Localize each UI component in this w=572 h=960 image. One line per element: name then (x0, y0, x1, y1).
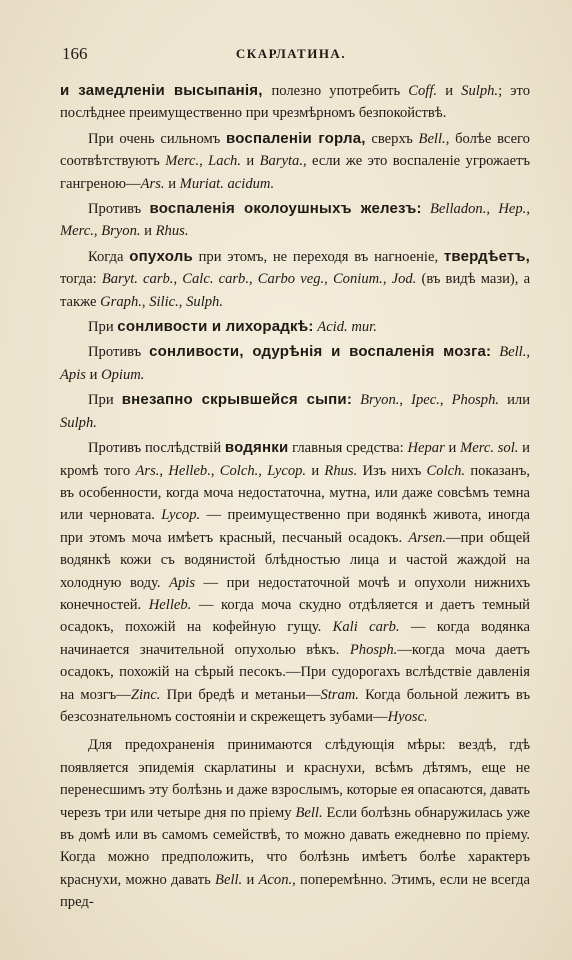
remedy-name: Hyosc. (387, 708, 428, 725)
text-run: , (258, 462, 268, 479)
bold-term: опухоль (129, 247, 193, 265)
remedy-name: Coff. (408, 83, 438, 99)
text-run: Когда (88, 248, 130, 265)
text-run (422, 201, 430, 217)
text-run: или (499, 392, 531, 409)
remedy-name: Helleb. (148, 596, 192, 613)
text-run: показанъ, въ особенности, когда моча недостаточна, мутна, или даже совсѣмъ темна или черновата. (60, 462, 531, 524)
remedy-name: Graph. (100, 293, 142, 310)
text-run: , если же это воспаленіе угрожаетъ гангреною— (60, 153, 531, 192)
remedy-name: Calc. carb. (182, 271, 249, 288)
text-run (491, 344, 499, 360)
remedy-name: Acid. mur. (317, 319, 377, 336)
text-run: , (93, 223, 102, 240)
remedy-name: Phosph. (349, 641, 398, 658)
remedy-name: Bryon. (101, 223, 141, 240)
paragraph-suppressed-rash (60, 389, 530, 434)
remedy-name: Rhus. (155, 223, 189, 240)
text-run: , поперемѣнно. Этимъ, если не всегда пред- (60, 871, 530, 911)
remedy-name: Bryon. (360, 392, 400, 409)
text-run: ; это послѣднее преимущественно при чрезмѣрномъ безпокойствѣ. (60, 83, 531, 122)
text-run: , (159, 462, 169, 479)
text-run: Если болѣзнь обнаружилась уже въ домѣ или въ самомъ семействѣ, то можно давать ежедневно по пріему. Когда можно предположить, что болѣзнь имѣетъ болѣе характеръ краснухи, можно давать (60, 804, 530, 888)
remedy-name: Bell. (215, 871, 243, 888)
remedy-name: Colch. (426, 462, 466, 479)
text-run: при этомъ, не переходя въ нагноеніе, (192, 248, 444, 265)
bold-term: и замедленіи высыпанія, (60, 82, 272, 99)
text-run: При (88, 392, 122, 409)
text-run: , (178, 293, 187, 310)
remedy-name: Sulph. (186, 293, 223, 310)
text-run: Противъ послѣдствій (88, 440, 225, 457)
bold-term: водянки (224, 439, 289, 457)
body-text (60, 80, 530, 917)
remedy-name: Colch. (219, 462, 259, 479)
text-run: , (173, 271, 183, 288)
remedy-name: Rhus. (324, 462, 358, 479)
remedy-name: Bell. (418, 130, 446, 147)
remedy-name: Carbo veg. (257, 271, 325, 288)
text-run: (въ видѣ мази), а также (60, 271, 531, 310)
text-run: и (242, 871, 259, 888)
text-run: и (140, 223, 156, 240)
remedy-name: Apis (169, 574, 196, 591)
text-run: При очень сильномъ (88, 130, 227, 147)
text-run: , (486, 201, 499, 218)
remedy-name: Merc. (60, 223, 94, 240)
paragraph-parotid-glands (60, 198, 530, 243)
text-run: , болѣе всего соотвѣтствуютъ (60, 130, 530, 170)
paragraph-drowsiness-fever (60, 316, 530, 338)
text-run: — когда моча скудно отдѣляется и даетъ темный осадокъ, похожій на кофейную гущу. (60, 596, 530, 636)
remedy-name: Apis (60, 366, 86, 383)
remedy-name: Kali carb. (332, 619, 400, 636)
remedy-name: Baryt. carb. (101, 271, 174, 288)
remedy-name: Zinc. (130, 686, 161, 703)
text-run: и (306, 462, 325, 479)
running-head (62, 44, 520, 66)
remedy-name: Ars. (140, 175, 165, 192)
text-run: и (164, 175, 180, 192)
text-run: , (382, 271, 392, 288)
running-title: СКАРЛАТИНА. (235, 46, 347, 61)
remedy-name: Helleb. (168, 462, 211, 479)
text-run: — когда водянка начинается значительной опухолью вѣкъ. (60, 619, 531, 658)
paragraph-prevention (60, 734, 530, 913)
remedy-name: Phosph. (451, 392, 500, 409)
paragraph-swelling-hardening (60, 246, 530, 313)
text-run: При бредѣ и метаньи— (160, 686, 321, 703)
remedy-name: Bell. (499, 344, 527, 361)
text-run: и (437, 83, 462, 99)
remedy-name: Opium. (101, 366, 145, 383)
text-run: , (199, 153, 209, 170)
remedy-name: Merc. sol. (460, 440, 519, 457)
remedy-name: Ars. (135, 462, 160, 479)
bold-term: сонливости и лихорадкѣ: (117, 318, 314, 336)
remedy-name: Sulph. (60, 414, 97, 431)
text-run: Изъ нихъ (357, 462, 427, 479)
text-run: Противъ (88, 201, 150, 218)
text-run: , (324, 271, 333, 288)
bold-term: воспаленія околоушныхъ железъ: (149, 200, 422, 218)
text-run: , (526, 344, 530, 361)
text-run: — преимущественно при водянкѣ живота, иногда при этомъ моча имѣетъ красный, песчаный осадокъ. (60, 507, 530, 546)
remedy-name: Bell. (295, 804, 323, 821)
text-run: и кромѣ того (60, 440, 530, 479)
text-run: тогда: (60, 271, 102, 288)
paragraph-brain-inflammation (60, 341, 530, 386)
remedy-name: Hep. (498, 201, 527, 218)
paragraph-dropsy (60, 437, 530, 728)
text-run: полезно употребить (271, 83, 409, 99)
bold-term: твердѣетъ, (443, 247, 530, 265)
text-run: , (399, 392, 412, 409)
text-run: При (88, 319, 118, 336)
remedy-name: Silic. (149, 293, 179, 310)
text-run: Когда больной лежитъ въ безсознательномъ состояніи и скрежещетъ зубами— (60, 686, 531, 725)
text-run: — при недостаточной мочѣ и опухоли нижнихъ конечностей. (60, 574, 531, 613)
text-run (352, 392, 360, 408)
text-run: и (241, 153, 260, 170)
remedy-name: Lycop. (267, 462, 307, 479)
remedy-name: Sulph. (461, 83, 499, 99)
remedy-name: Ipec. (411, 392, 440, 409)
remedy-name: Acon. (258, 871, 293, 888)
text-run: —когда моча даетъ осадокъ, похожій на сѣрый песокъ.—При судорогахъ вслѣдствіе давленія на мозгъ— (60, 641, 530, 703)
paragraph-rash-delay (60, 80, 530, 125)
text-run: , (141, 293, 150, 310)
text-run: , (439, 392, 452, 409)
remedy-name: Lycop. (161, 507, 201, 524)
text-run: , (210, 462, 220, 479)
remedy-name: Lach. (208, 153, 241, 170)
text-run: , (249, 271, 258, 288)
remedy-name: Merc. (165, 153, 200, 170)
remedy-name: Stram. (320, 686, 359, 703)
text-run: и (85, 366, 102, 383)
remedy-name: Jod. (391, 271, 417, 288)
text-run: —при общей водянкѣ кожи съ водянистой блѣдностью лица и частой жаждой на холодную воду. (60, 529, 531, 591)
remedy-name: Hepar (407, 440, 445, 457)
text-run: , (526, 201, 530, 218)
bold-term: сонливости, одурѣнія и воспаленія мозга: (149, 343, 492, 361)
text-run: Для предохраненія принимаются слѣдующія мѣры: вездѣ, гдѣ появляется эпидемія скарлатины и краснухи, всѣмъ дѣтямъ, еще не перенесшимъ эту болѣзнь и даже взрослымъ, которые ея опасаются, давать черезъ три или четыре дня по пріему (60, 737, 530, 821)
text-run: Противъ (88, 344, 150, 361)
text-run: и (444, 440, 461, 457)
remedy-name: Arsen. (408, 529, 447, 546)
text-run: главныя средства: (288, 440, 408, 457)
text-run: сверхъ (365, 130, 419, 147)
remedy-name: Muriat. acidum. (179, 175, 275, 192)
remedy-name: Conium. (332, 271, 383, 288)
remedy-name: Baryta. (259, 153, 303, 170)
bold-term: внезапно скрывшейся сыпи: (121, 391, 353, 409)
bold-term: воспаленіи горла, (226, 129, 366, 147)
page-number: 166 (62, 44, 88, 63)
paragraph-throat-inflammation (60, 128, 530, 195)
remedy-name: Belladon. (430, 201, 487, 218)
